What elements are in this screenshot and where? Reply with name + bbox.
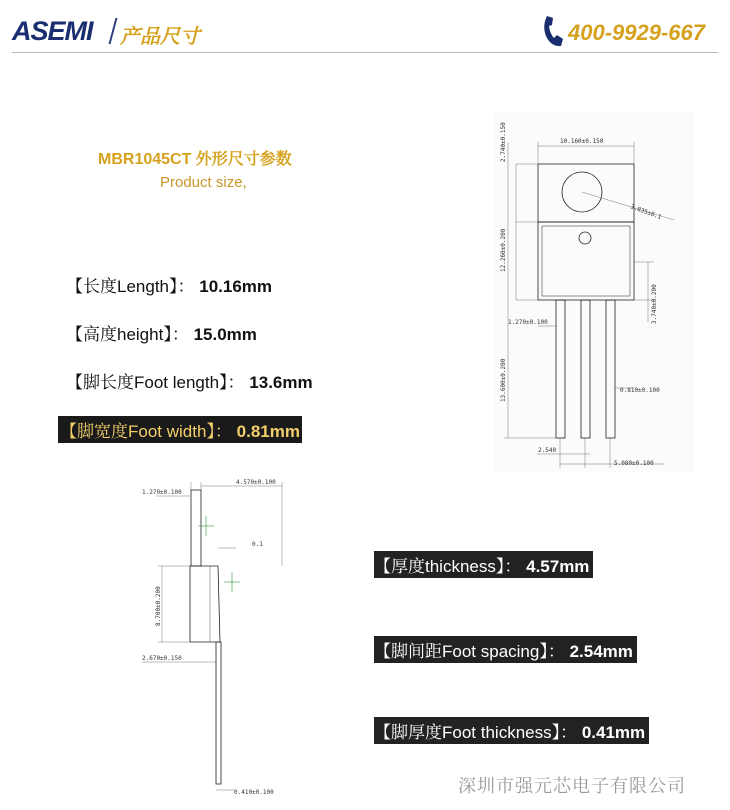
logo-divider: [109, 18, 118, 44]
spec-foot-length-label: 【脚长度Foot length】：: [66, 373, 245, 392]
side-dim-lead-thickness: 0.410±0.100: [234, 789, 274, 796]
spec-thickness-label: 【厚度thickness】：: [374, 557, 522, 576]
front-dim-hole: 3.835±0.1: [629, 203, 663, 222]
spec-foot-thickness: [374, 717, 649, 744]
spec-height-label: 【高度height】：: [66, 325, 189, 344]
spec-foot-width-label: 【脚宽度Foot width】：: [60, 422, 232, 441]
front-dim-lead-pitch: 1.270±0.100: [508, 319, 548, 326]
side-dim-offset: 0.1: [252, 541, 263, 548]
spec-foot-thickness-label: 【脚厚度Foot thickness】：: [374, 723, 578, 742]
spec-foot-thickness-value: 0.41mm: [581, 723, 646, 742]
spec-length: [66, 272, 272, 297]
front-dim-lead-length: 13.600±0.200: [500, 358, 507, 402]
front-dim-tab-height: 2.740±0.150: [500, 122, 507, 162]
side-dim-body-height: 8.700±0.200: [155, 586, 162, 626]
spec-thickness-value: 4.57mm: [526, 557, 590, 576]
spec-thickness: [374, 551, 593, 578]
product-title: MBR1045CT 外形尺寸参数: [98, 151, 292, 168]
spec-foot-spacing-value: 2.54mm: [569, 642, 633, 661]
spec-height-value: 15.0mm: [193, 325, 257, 344]
front-dim-span: 5.080±0.100: [614, 460, 654, 467]
side-dim-tab-thickness: 1.270±0.100: [142, 489, 182, 496]
company-watermark: 深圳市强元芯电子有限公司: [458, 776, 686, 796]
front-dim-lead-width: 0.810±0.100: [620, 387, 660, 394]
side-dim-thickness: 4.570±0.100: [236, 479, 276, 486]
brand-logo: ASEMI: [12, 16, 93, 46]
spec-foot-spacing: [374, 636, 637, 663]
front-dim-spacing: 2.540: [538, 447, 557, 454]
spec-height: [66, 320, 257, 345]
product-subtitle: Product size,: [160, 174, 247, 191]
front-dim-width: 10.160±0.150: [560, 138, 604, 145]
spec-foot-width-value: 0.81mm: [236, 422, 300, 441]
header-subtitle: 产品尺寸: [120, 26, 200, 48]
side-view-drawing: [136, 476, 296, 798]
phone-number: 400-9929-667: [568, 20, 706, 45]
front-dim-lead-offset: 3.740±0.200: [651, 284, 658, 324]
side-dim-lead-offset: 2.670±0.150: [142, 655, 182, 662]
spec-length-value: 10.16mm: [199, 277, 273, 296]
phone-icon: [541, 14, 565, 48]
front-view-drawing: [494, 112, 694, 472]
spec-foot-spacing-label: 【脚间距Foot spacing】：: [374, 642, 565, 661]
spec-foot-length-value: 13.6mm: [249, 373, 313, 392]
spec-length-label: 【长度Length】：: [66, 277, 195, 296]
front-dim-body-height: 12.260±0.200: [500, 228, 507, 272]
header-divider: [12, 52, 718, 53]
spec-foot-length: [66, 368, 313, 393]
spec-foot-width: [58, 416, 302, 443]
